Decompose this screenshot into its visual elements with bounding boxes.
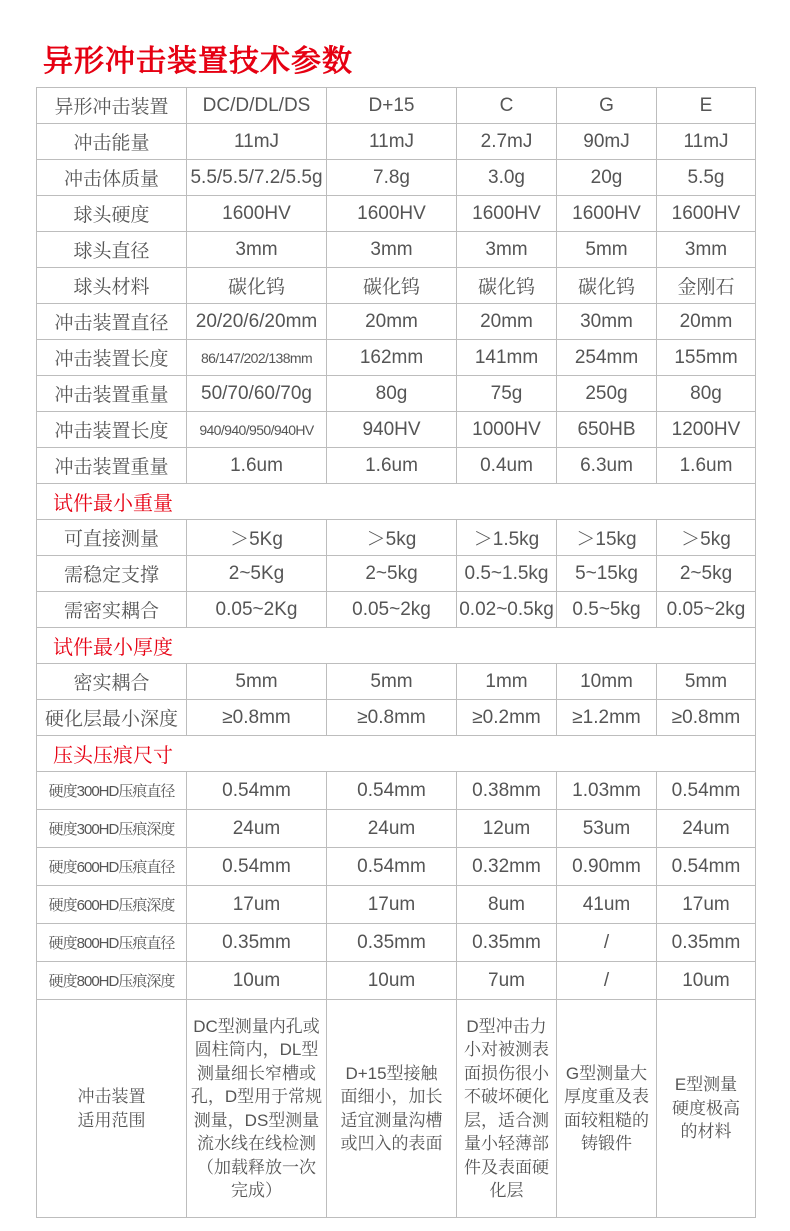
row-label: 硬度600HD压痕直径 <box>37 848 187 886</box>
table-cell: 0.35mm <box>187 924 327 962</box>
table-cell: 20g <box>557 160 657 196</box>
table-cell: 碳化钨 <box>187 268 327 304</box>
table-row <box>37 448 756 484</box>
table-cell: 0.38mm <box>457 772 557 810</box>
row-label: 冲击装置长度 <box>37 340 187 376</box>
table-cell: 50/70/60/70g <box>187 376 327 412</box>
table-row <box>37 886 756 924</box>
table-cell: 17um <box>327 886 457 924</box>
row-label: 冲击能量 <box>37 124 187 160</box>
table-row <box>37 810 756 848</box>
table-cell: 141mm <box>457 340 557 376</box>
usage-line: 圆柱筒内，DL型 <box>194 1040 319 1059</box>
column-header: DC/D/DL/DS <box>187 88 327 124</box>
row-label: 冲击装置长度 <box>37 412 187 448</box>
row-label: 硬度300HD压痕深度 <box>37 810 187 848</box>
usage-line: 厚度重及表 <box>564 1087 649 1106</box>
table-row <box>37 848 756 886</box>
table-cell: 0.54mm <box>327 772 457 810</box>
table-cell: 8um <box>457 886 557 924</box>
table-cell: 24um <box>187 810 327 848</box>
usage-line: 孔，D型用于常规 <box>190 1087 323 1106</box>
table-cell: 90mJ <box>557 124 657 160</box>
table-cell: 86/147/202/138mm <box>187 340 327 376</box>
table-cell: 1.6um <box>187 448 327 484</box>
table-cell: 20mm <box>657 304 756 340</box>
usage-line: 层，适合测 <box>464 1110 549 1130</box>
table-cell: 20mm <box>327 304 457 340</box>
table-cell: 10um <box>327 962 457 1000</box>
table-cell: 7um <box>457 962 557 1000</box>
table-cell: 11mJ <box>187 124 327 160</box>
table-cell: 3mm <box>657 232 756 268</box>
table-cell: 5mm <box>187 664 327 700</box>
table-cell: 金刚石 <box>657 268 756 304</box>
table-cell: 碳化钨 <box>457 268 557 304</box>
table-cell: 20/20/6/20mm <box>187 304 327 340</box>
section-title: 试件最小重量 <box>37 484 756 520</box>
usage-line: E型测量 <box>674 1075 738 1095</box>
usage-cell-d15 <box>327 1000 457 1218</box>
table-cell: 0.54mm <box>187 848 327 886</box>
table-cell: 5mm <box>557 232 657 268</box>
table-cell: 2~5Kg <box>187 556 327 592</box>
usage-line: 或凹入的表面 <box>340 1134 443 1153</box>
table-cell: 650HB <box>557 412 657 448</box>
row-label: 硬化层最小深度 <box>37 700 187 736</box>
table-cell: ≥0.8mm <box>187 700 327 736</box>
usage-line: D+15型接触 <box>345 1063 438 1083</box>
usage-line: 冲击装置 <box>77 1087 146 1106</box>
usage-cell-e <box>657 1000 756 1218</box>
table-cell: 1.03mm <box>557 772 657 810</box>
table-cell: 41um <box>557 886 657 924</box>
table-cell: ＞5kg <box>327 520 457 556</box>
usage-line: 完成） <box>231 1181 282 1200</box>
row-label: 冲击装置重量 <box>37 448 187 484</box>
table-cell: 1600HV <box>457 196 557 232</box>
table-cell: 0.54mm <box>657 772 756 810</box>
usage-line: 铸锻件 <box>581 1134 632 1153</box>
row-label: 硬度300HD压痕直径 <box>37 772 187 810</box>
row-label: 可直接测量 <box>37 520 187 556</box>
table-cell: 250g <box>557 376 657 412</box>
table-cell: 254mm <box>557 340 657 376</box>
usage-line: 适宜测量沟槽 <box>340 1110 443 1130</box>
usage-line: 化层 <box>489 1181 524 1200</box>
table-cell: 5~15kg <box>557 556 657 592</box>
usage-cell-dc <box>187 1000 327 1218</box>
table-cell: ≥0.8mm <box>657 700 756 736</box>
table-cell: 20mm <box>457 304 557 340</box>
table-cell: 80g <box>657 376 756 412</box>
spec-table <box>36 87 756 1218</box>
table-cell: ≥0.8mm <box>327 700 457 736</box>
table-cell: 0.32mm <box>457 848 557 886</box>
usage-line: 不破坏硬化 <box>464 1087 549 1106</box>
table-row <box>37 556 756 592</box>
table-cell: 碳化钨 <box>327 268 457 304</box>
table-cell: 0.4um <box>457 448 557 484</box>
usage-line: （加载释放一次 <box>197 1157 316 1177</box>
row-label: 硬度800HD压痕深度 <box>37 962 187 1000</box>
usage-line: 的材料 <box>680 1122 732 1142</box>
table-row <box>37 268 756 304</box>
table-row <box>37 962 756 1000</box>
section-title: 试件最小厚度 <box>37 628 756 664</box>
table-row <box>37 304 756 340</box>
table-cell: 3mm <box>457 232 557 268</box>
row-label: 硬度600HD压痕深度 <box>37 886 187 924</box>
table-cell: 3.0g <box>457 160 557 196</box>
column-header: C <box>457 88 557 124</box>
table-cell: 1600HV <box>657 196 756 232</box>
table-cell: 1.6um <box>657 448 756 484</box>
table-cell: 940/940/950/940HV <box>187 412 327 448</box>
row-label: 球头硬度 <box>37 196 187 232</box>
table-row <box>37 700 756 736</box>
table-cell: 17um <box>657 886 756 924</box>
row-label: 冲击装置重量 <box>37 376 187 412</box>
usage-line: 量小轻薄部 <box>464 1134 549 1153</box>
table-cell: 10mm <box>557 664 657 700</box>
table-header-row <box>37 88 756 124</box>
usage-line: 适用范围 <box>77 1110 146 1130</box>
row-label: 硬度800HD压痕直径 <box>37 924 187 962</box>
table-cell: 2.7mJ <box>457 124 557 160</box>
column-header: E <box>657 88 756 124</box>
table-cell: ≥0.2mm <box>457 700 557 736</box>
table-cell: 5mm <box>657 664 756 700</box>
table-cell: ＞5Kg <box>187 520 327 556</box>
table-cell: 940HV <box>327 412 457 448</box>
row-label: 密实耦合 <box>37 664 187 700</box>
usage-row <box>37 1000 756 1218</box>
table-cell: 80g <box>327 376 457 412</box>
usage-line: 流水线在线检测 <box>197 1134 316 1153</box>
table-row <box>37 412 756 448</box>
column-header: D+15 <box>327 88 457 124</box>
table-cell: ＞15kg <box>557 520 657 556</box>
table-cell: 24um <box>657 810 756 848</box>
table-row <box>37 592 756 628</box>
table-row <box>37 232 756 268</box>
table-cell: 17um <box>187 886 327 924</box>
table-cell: 10um <box>187 962 327 1000</box>
table-cell: 53um <box>557 810 657 848</box>
table-cell: 1mm <box>457 664 557 700</box>
table-cell: 0.54mm <box>327 848 457 886</box>
table-cell: 3mm <box>327 232 457 268</box>
table-cell: 0.54mm <box>187 772 327 810</box>
table-cell: 7.8g <box>327 160 457 196</box>
usage-line: D型冲击力 <box>466 1016 547 1036</box>
table-cell: 0.5~5kg <box>557 592 657 628</box>
table-cell: 0.54mm <box>657 848 756 886</box>
table-row <box>37 376 756 412</box>
table-cell: 1600HV <box>187 196 327 232</box>
table-cell: 0.35mm <box>327 924 457 962</box>
table-row <box>37 340 756 376</box>
usage-line: 面细小，加长 <box>340 1087 443 1106</box>
row-label: 球头直径 <box>37 232 187 268</box>
table-row <box>37 664 756 700</box>
table-cell: 0.90mm <box>557 848 657 886</box>
table-cell: 10um <box>657 962 756 1000</box>
table-cell: 0.02~0.5kg <box>457 592 557 628</box>
table-cell: / <box>557 924 657 962</box>
usage-line: 硬度极高 <box>672 1098 740 1118</box>
table-cell: 11mJ <box>327 124 457 160</box>
row-label: 球头材料 <box>37 268 187 304</box>
table-cell: 0.35mm <box>657 924 756 962</box>
table-cell: 2~5kg <box>327 556 457 592</box>
section-title: 压头压痕尺寸 <box>37 736 756 772</box>
section-header-row <box>37 484 756 520</box>
table-row <box>37 924 756 962</box>
usage-line: 面较粗糙的 <box>564 1110 649 1130</box>
page-title: 异形冲击装置技术参数 <box>43 45 353 78</box>
table-row <box>37 772 756 810</box>
row-label: 冲击装置直径 <box>37 304 187 340</box>
table-cell: / <box>557 962 657 1000</box>
table-cell: 碳化钨 <box>557 268 657 304</box>
usage-line: DC型测量内孔或 <box>193 1016 320 1036</box>
table-cell: ≥1.2mm <box>557 700 657 736</box>
table-cell: 0.5~1.5kg <box>457 556 557 592</box>
usage-label <box>37 1000 187 1218</box>
usage-cell-c <box>457 1000 557 1218</box>
usage-line: 件及表面硬 <box>464 1157 549 1177</box>
section-header-row <box>37 736 756 772</box>
table-cell: 30mm <box>557 304 657 340</box>
table-cell: 75g <box>457 376 557 412</box>
usage-cell-g <box>557 1000 657 1218</box>
table-cell: 3mm <box>187 232 327 268</box>
table-cell: 0.05~2kg <box>657 592 756 628</box>
table-cell: 12um <box>457 810 557 848</box>
usage-line: 测量细长窄槽或 <box>197 1063 316 1083</box>
table-cell: 1000HV <box>457 412 557 448</box>
usage-line: G型测量大 <box>565 1063 648 1083</box>
table-cell: 1200HV <box>657 412 756 448</box>
table-cell: 0.05~2kg <box>327 592 457 628</box>
table-cell: ＞1.5kg <box>457 520 557 556</box>
table-cell: 11mJ <box>657 124 756 160</box>
usage-line: 面损伤很小 <box>464 1063 549 1083</box>
table-cell: 2~5kg <box>657 556 756 592</box>
usage-line: 小对被测表 <box>464 1040 549 1059</box>
table-cell: 5.5/5.5/7.2/5.5g <box>187 160 327 196</box>
table-cell: 5.5g <box>657 160 756 196</box>
table-cell: 0.35mm <box>457 924 557 962</box>
table-row <box>37 196 756 232</box>
table-row <box>37 160 756 196</box>
table-cell: 162mm <box>327 340 457 376</box>
column-header: G <box>557 88 657 124</box>
table-cell: 24um <box>327 810 457 848</box>
table-cell: 1600HV <box>557 196 657 232</box>
table-cell: 155mm <box>657 340 756 376</box>
table-cell: 1.6um <box>327 448 457 484</box>
table-cell: 0.05~2Kg <box>187 592 327 628</box>
column-header: 异形冲击装置 <box>37 88 187 124</box>
table-row <box>37 124 756 160</box>
row-label: 冲击体质量 <box>37 160 187 196</box>
table-row <box>37 520 756 556</box>
row-label: 需稳定支撑 <box>37 556 187 592</box>
section-header-row <box>37 628 756 664</box>
table-cell: 5mm <box>327 664 457 700</box>
table-cell: 1600HV <box>327 196 457 232</box>
table-cell: 6.3um <box>557 448 657 484</box>
usage-line: 测量，DS型测量 <box>193 1110 320 1130</box>
table-cell: ＞5kg <box>657 520 756 556</box>
row-label: 需密实耦合 <box>37 592 187 628</box>
